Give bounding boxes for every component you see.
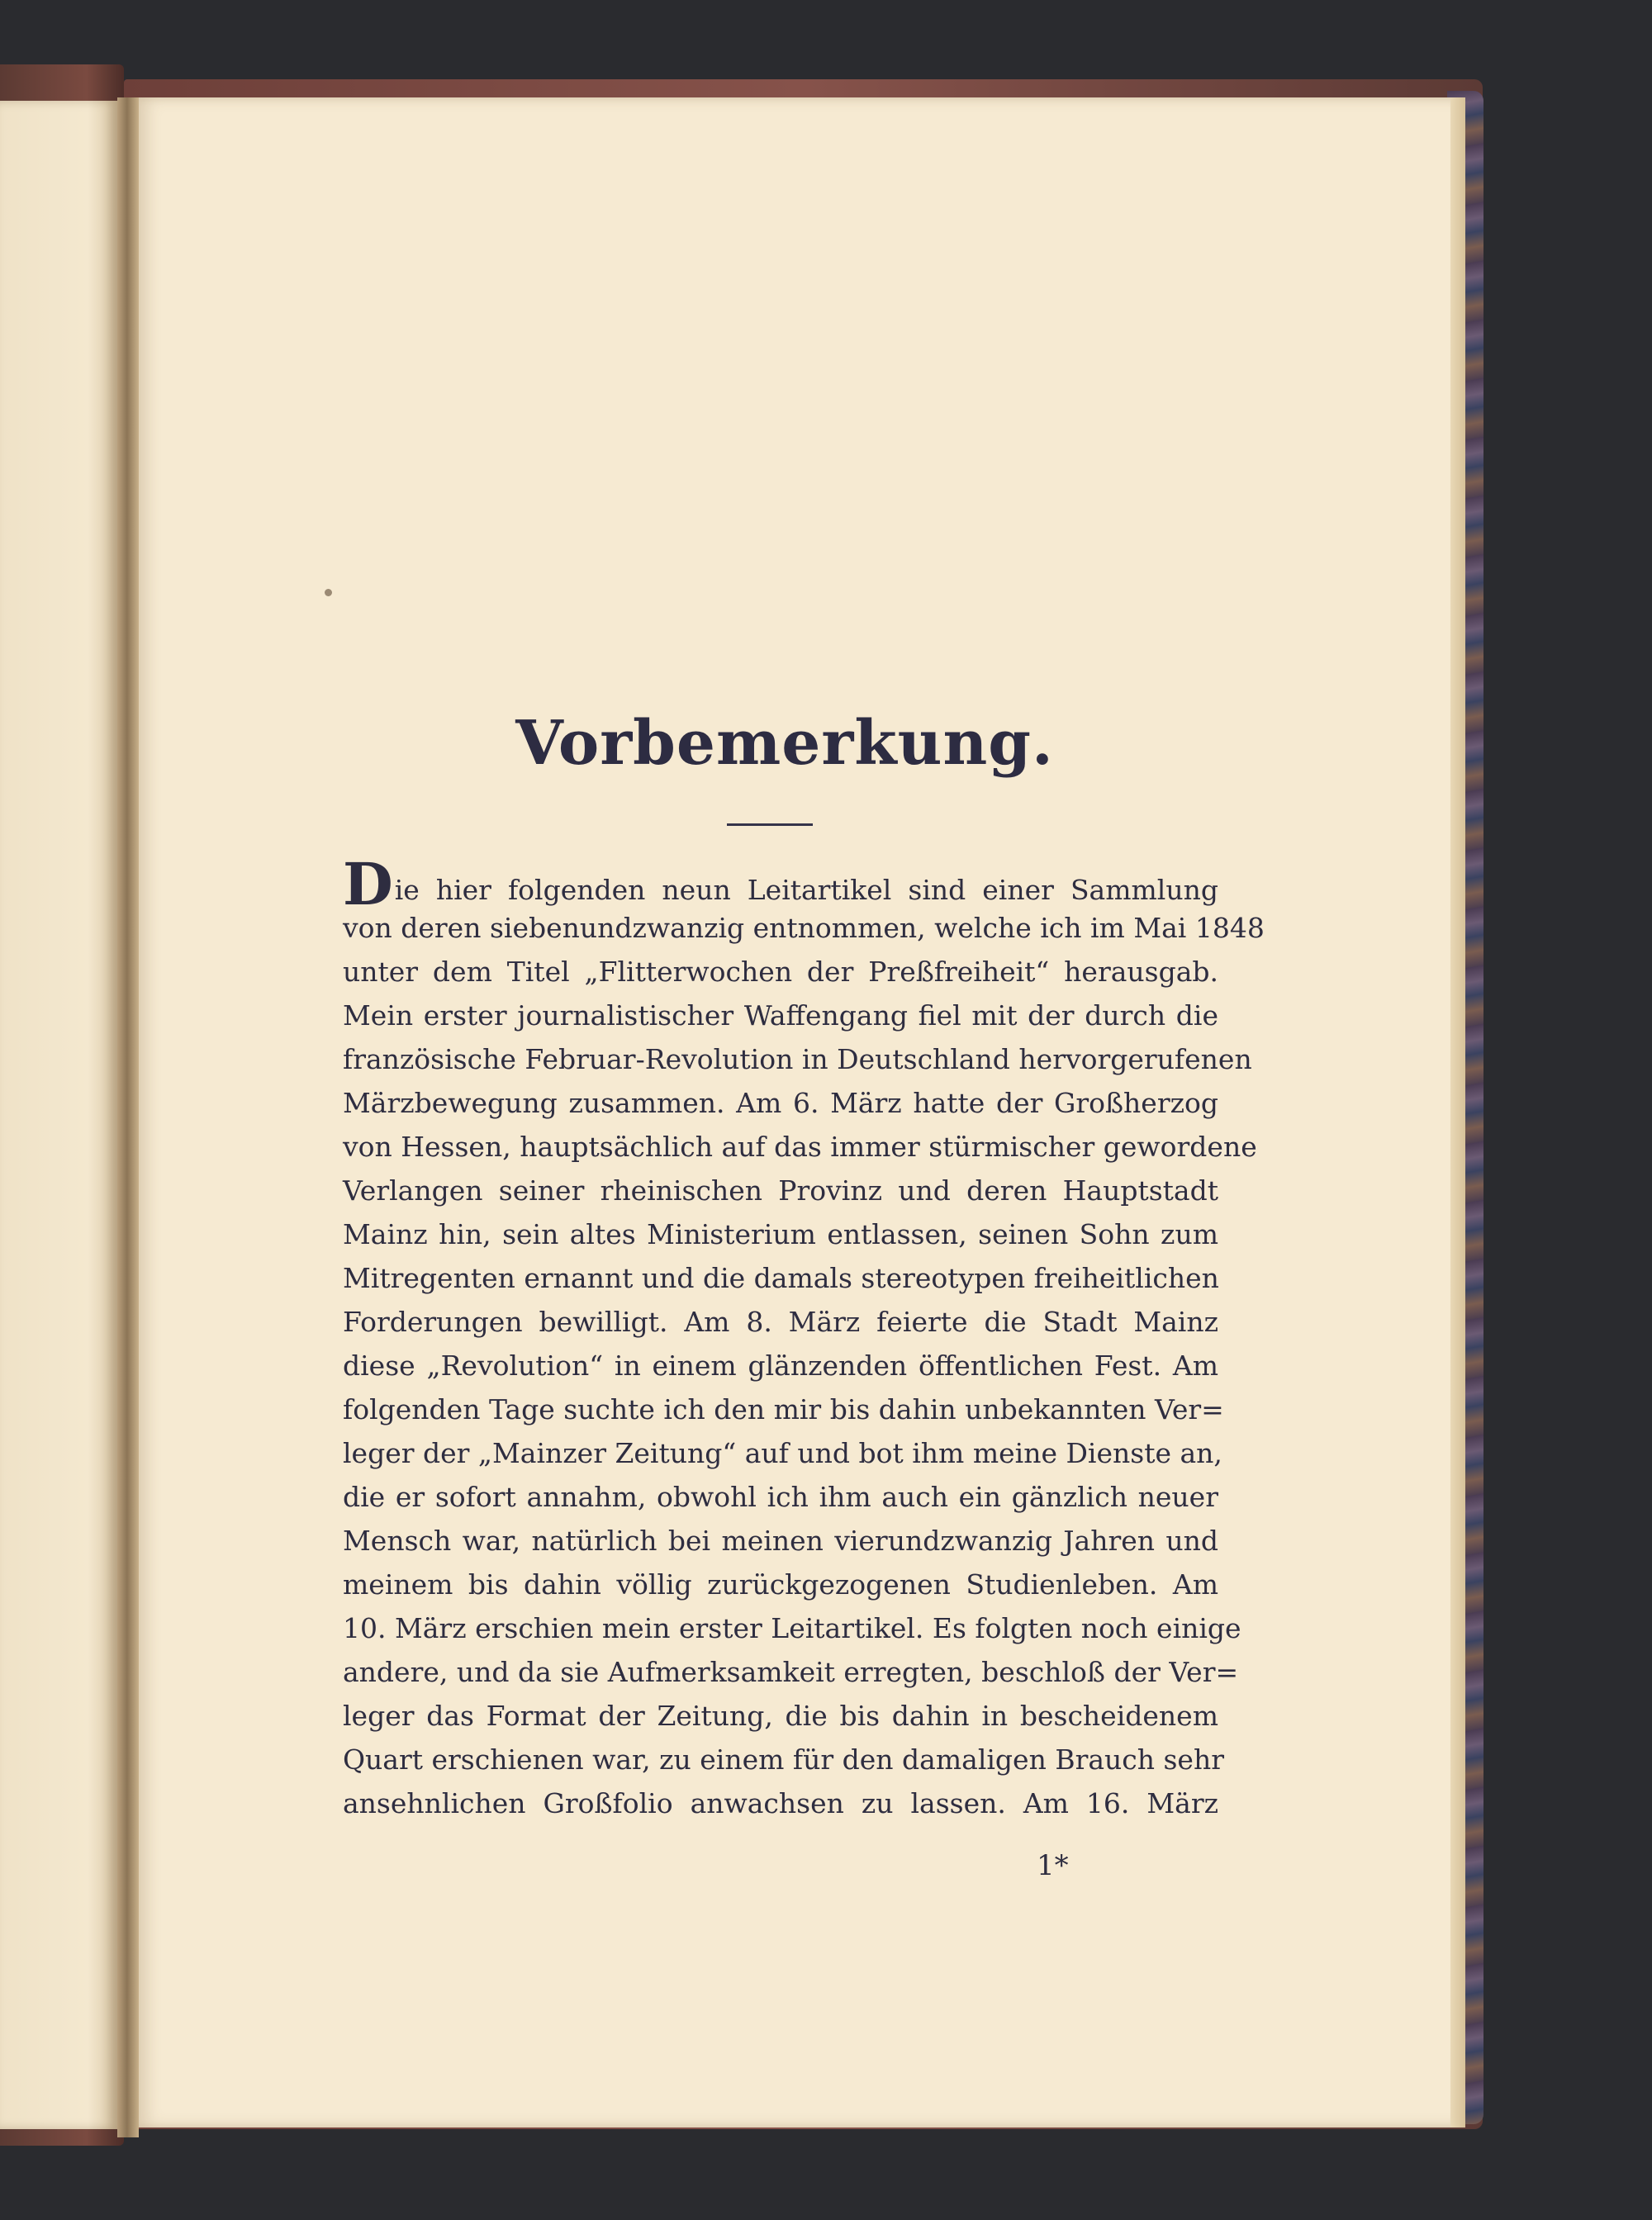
text-line: andere, und da sie Aufmerksamkeit erregten, beschloß der Ver= (343, 1656, 1239, 1688)
text-line: leger der „Mainzer Zeitung“ auf und bot ihm meine Dienste an, (343, 1437, 1222, 1469)
text-line: 10. März erschien mein erster Leitartikel. Es folgten noch einige (343, 1612, 1241, 1644)
text-line: Mensch war, natürlich bei meinen vierundzwanzig Jahren und (343, 1525, 1218, 1557)
left-page (0, 101, 117, 2129)
text-line: folgenden Tage suchte ich den mir bis dahin unbekannten Ver= (343, 1393, 1224, 1425)
text-line: ansehnlichen Großfolio anwachsen zu lassen. Am 16. März (343, 1787, 1218, 1819)
text-line: Mainz hin, sein altes Ministerium entlassen, seinen Sohn zum (343, 1218, 1218, 1250)
text-line: von Hessen, hauptsächlich auf das immer stürmischer gewordene (343, 1131, 1257, 1163)
text-line: Mitregenten ernannt und die damals stereotypen freiheitlichen (343, 1262, 1219, 1294)
text-line: Forderungen bewilligt. Am 8. März feierte die Stadt Mainz (343, 1306, 1218, 1338)
book-gutter (117, 97, 139, 2137)
text-line: Märzbewegung zusammen. Am 6. März hatte der Großherzog (343, 1087, 1218, 1119)
body-text (343, 850, 1265, 1825)
text-line: Die hier folgenden neun Leitartikel sind einer Sammlung (343, 850, 1218, 918)
page-edge (1450, 97, 1465, 2128)
text-line: leger das Format der Zeitung, die bis dahin in bescheidenem (343, 1700, 1218, 1732)
text-line: diese „Revolution“ in einem glänzenden öffentlichen Fest. Am (343, 1350, 1218, 1382)
text-line: Mein erster journalistischer Waffengang fiel mit der durch die (343, 999, 1218, 1032)
drop-cap: D (343, 850, 393, 918)
page-title: Vorbemerkung. (515, 708, 1054, 779)
text-line: französische Februar-Revolution in Deutschland hervorgerufenen (343, 1043, 1252, 1075)
text-line: die er sofort annahm, obwohl ich ihm auch ein gänzlich neuer (343, 1481, 1218, 1513)
text-line: von deren siebenundzwanzig entnommen, welche ich im Mai 1848 (343, 912, 1265, 944)
text-line: Verlangen seiner rheinischen Provinz und deren Hauptstadt (343, 1174, 1218, 1207)
title-rule (727, 823, 813, 826)
text-line: meinem bis dahin völlig zurückgezogenen Studienleben. Am (343, 1568, 1218, 1601)
paper-spot (325, 589, 332, 596)
signature-mark: 1* (1037, 1849, 1069, 1882)
text-line: unter dem Titel „Flitterwochen der Preßfreiheit“ herausgab. (343, 956, 1218, 988)
text-line: Quart erschienen war, zu einem für den damaligen Brauch sehr (343, 1743, 1224, 1776)
